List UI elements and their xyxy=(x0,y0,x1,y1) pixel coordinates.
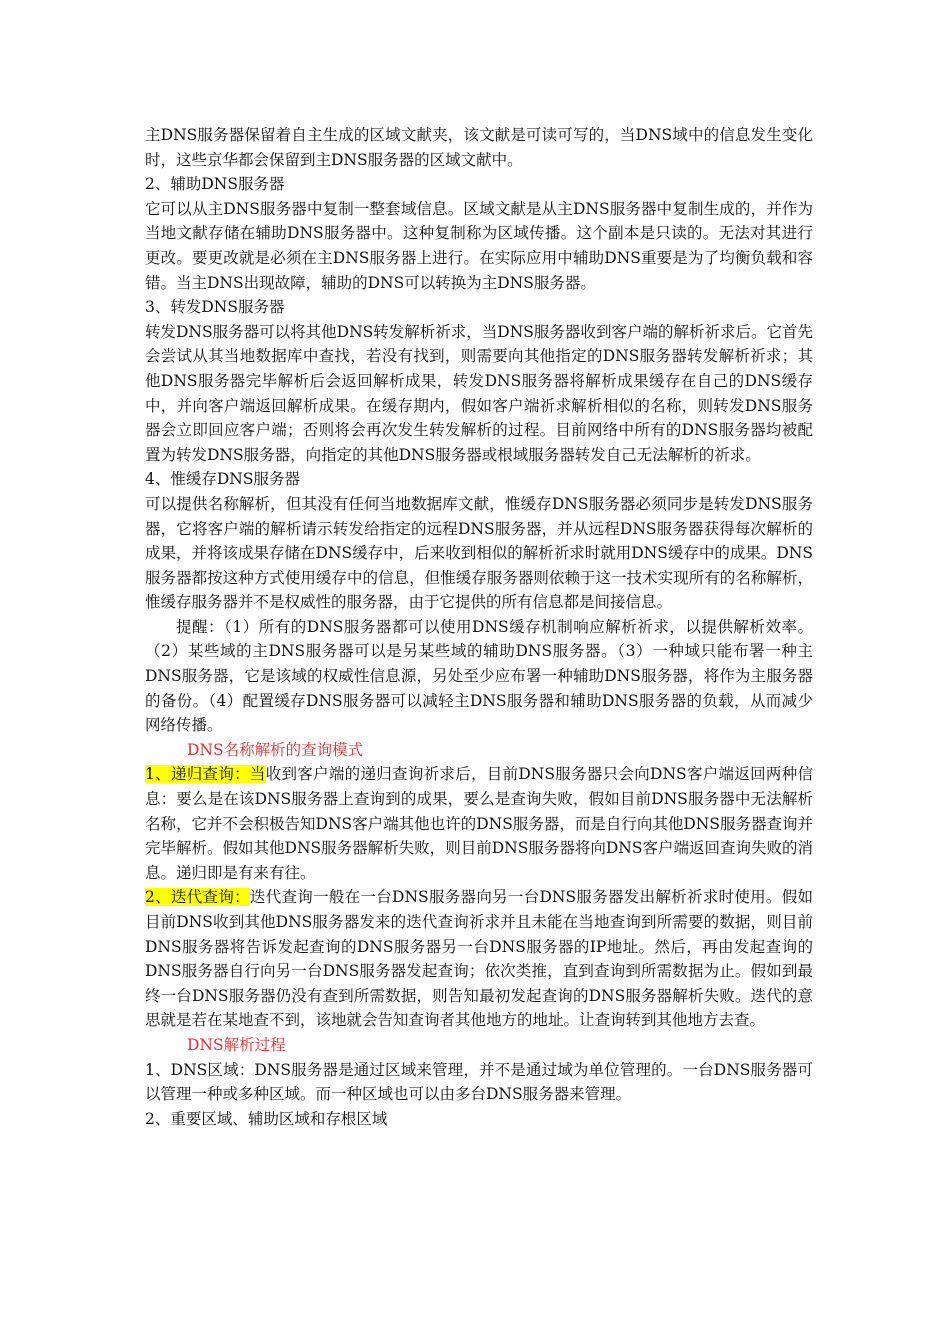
secondary-dns-heading: 2、辅助DNS服务器 xyxy=(145,175,285,194)
recursive-query-body: 收到客户端的递归查询祈求后，目前DNS服务器只会向DNS客户端返回两种信息：要么是在该DNS服务器上查询到的成果，要么是查询失败，假如目前DNS服务器中无法解析名称，它并不会积极告知DNS客户端其他也许的DNS服务器，而是自行向其他DNS服务器查询并完毕解析。假如其他DNS服务器解析失败，则目前DNS服务器将向DNS客户端返回查询失败的消息。递归即是有来有往。 xyxy=(145,765,813,882)
document-page xyxy=(145,123,813,1131)
recursive-query-label: 1、递归查询：当 xyxy=(145,765,266,784)
zone-types-heading: 2、重要区域、辅助区域和存根区域 xyxy=(145,1109,388,1128)
iterative-query-label: 2、迭代查询： xyxy=(145,888,250,907)
reminder-paragraph: 提醒：（1）所有的DNS服务器都可以使用DNS缓存机制响应解析祈求，以提供解析效率。（2）某些域的主DNS服务器可以是另某些域的辅助DNS服务器。（3）一种域只能布署一种主DNS服务器，它是该域的权威性信息源，另处至少应布署一种辅助DNS服务器，将作为主服务器的备份。（4）配置缓存DNS服务器可以减轻主DNS服务器和辅助DNS服务器的负载，从而减少网络传播。 xyxy=(145,617,813,735)
recursive-query-paragraph xyxy=(145,762,813,885)
caching-dns-paragraph: 可以提供名称解析，但其没有任何当地数据库文献，惟缓存DNS服务器必须同步是转发DNS服务器，它将客户端的解析请示转发给指定的远程DNS服务器，并从远程DNS服务器获得每次解析的成果，并将该成果存储在DNS缓存中，后来收到相似的解析祈求时就用DNS缓存中的成果。DNS服务器都按这种方式使用缓存中的信息，但惟缓存服务器则依赖于这一技术实现所有的名称解析，惟缓存服务器并不是权威性的服务器，由于它提供的所有信息都是间接信息。 xyxy=(145,494,813,612)
dns-zone-paragraph: 1、DNS区域：DNS服务器是通过区域来管理，并不是通过域为单位管理的。一台DNS服务器可以管理一种或多种区域。而一种区域也可以由多台DNS服务器来管理。 xyxy=(145,1060,813,1104)
forwarder-dns-heading: 3、转发DNS服务器 xyxy=(145,298,285,317)
iterative-query-paragraph xyxy=(145,885,813,1033)
secondary-dns-paragraph: 它可以从主DNS服务器中复制一整套域信息。区域文献是从主DNS服务器中复制生成的，并作为当地文献存储在辅助DNS服务器中。这种复制称为区域传播。这个副本是只读的。无法对其进行更改。要更改就是必须在主DNS服务器上进行。在实际应用中辅助DNS重要是为了均衡负载和容错。当主DNS出现故障，辅助的DNS可以转换为主DNS服务器。 xyxy=(145,199,813,292)
resolution-process-title: DNS解析过程 xyxy=(187,1035,286,1054)
forwarder-dns-paragraph: 转发DNS服务器可以将其他DNS转发解析祈求，当DNS服务器收到客户端的解析祈求后。它首先会尝试从其当地数据库中查找，若没有找到，则需要向其他指定的DNS服务器转发解析祈求；其他DNS服务器完毕解析后会返回解析成果，转发DNS服务器将解析成果缓存在自己的DNS缓存中，并向客户端返回解析成果。在缓存期内，假如客户端祈求解析相似的名称，则转发DNS服务器会立即回应客户端；否则将会再次发生转发解析的过程。目前网络中所有的DNS服务器均被配置为转发DNS服务器，向指定的其他DNS服务器或根域服务器转发自己无法解析的祈求。 xyxy=(145,322,813,464)
iterative-query-body: 迭代查询一般在一台DNS服务器向另一台DNS服务器发出解析祈求时使用。假如目前DNS收到其他DNS服务器发来的迭代查询祈求并且未能在当地查询到所需要的数据，则目前DNS服务器将告诉发起查询的DNS服务器另一台DNS服务器的IP地址。然后，再由发起查询的DNS服务器自行向另一台DNS服务器发起查询；依次类推，直到查询到所需数据为止。假如到最终一台DNS服务器仍没有查到所需数据，则告知最初发起查询的DNS服务器解析失败。迭代的意思就是若在某地查不到，该地就会告知查询者其他地方的地址。让查询转到其他地方去查。 xyxy=(145,888,813,1030)
query-modes-title: DNS名称解析的查询模式 xyxy=(187,740,364,759)
caching-dns-heading: 4、惟缓存DNS服务器 xyxy=(145,470,300,489)
master-dns-paragraph: 主DNS服务器保留着自主生成的区域文献夹，该文献是可读可写的，当DNS域中的信息发生变化时，这些京华都会保留到主DNS服务器的区域文献中。 xyxy=(145,126,813,169)
